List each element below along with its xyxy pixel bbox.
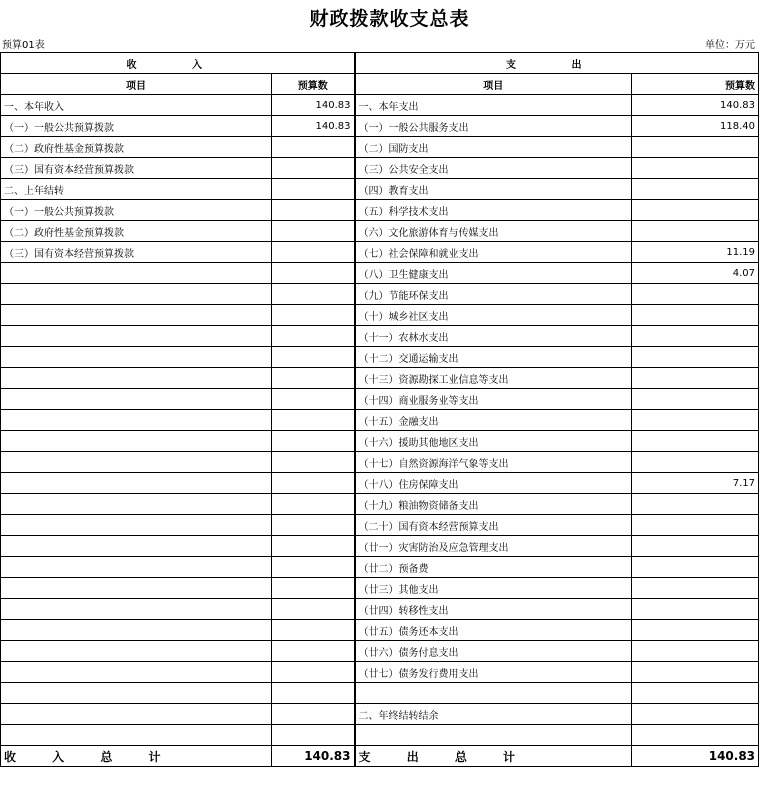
expense-item-cell: （五）科学技术支出: [355, 200, 632, 221]
income-item-cell: [1, 263, 272, 284]
income-item-cell: [1, 557, 272, 578]
income-amount-cell: 140.83: [272, 95, 355, 116]
section-header-row: [1, 53, 759, 74]
expense-item-cell: （廿七）债务发行费用支出: [355, 662, 632, 683]
table-row: [1, 683, 759, 704]
expense-amount-cell: [632, 515, 759, 536]
expense-amount-cell: [632, 683, 759, 704]
totals-row: [1, 746, 759, 767]
income-item-cell: [1, 452, 272, 473]
expense-amount-cell: [632, 599, 759, 620]
table-row: [1, 599, 759, 620]
expense-amount-cell: [632, 578, 759, 599]
income-item-cell: （三）国有资本经营预算拨款: [1, 158, 272, 179]
income-amount-cell: [272, 683, 355, 704]
income-item-cell: （二）政府性基金预算拨款: [1, 221, 272, 242]
table-row: [1, 431, 759, 452]
table-row: [1, 200, 759, 221]
unit-label: 单位：万元: [705, 40, 755, 51]
income-item-cell: [1, 347, 272, 368]
income-amount-cell: [272, 326, 355, 347]
expense-item-cell: （廿二）预备费: [355, 557, 632, 578]
table-row: [1, 620, 759, 641]
income-amount-cell: [272, 284, 355, 305]
income-item-cell: （一）一般公共预算拨款: [1, 200, 272, 221]
expense-amount-cell: 11.19: [632, 242, 759, 263]
income-amount-cell: [272, 389, 355, 410]
expense-item-cell: （廿六）债务付息支出: [355, 641, 632, 662]
income-item-cell: [1, 410, 272, 431]
expense-amount-cell: [632, 326, 759, 347]
expense-item-cell: （廿一）灾害防治及应急管理支出: [355, 536, 632, 557]
income-total-label: 收 入 总 计: [1, 746, 272, 767]
expense-amount-cell: [632, 158, 759, 179]
expense-item-cell: （十）城乡社区支出: [355, 305, 632, 326]
expense-item-cell: （十六）援助其他地区支出: [355, 431, 632, 452]
table-row: [1, 95, 759, 116]
expense-amount-cell: [632, 137, 759, 158]
table-row: [1, 494, 759, 515]
table-number: 预算01表: [2, 40, 45, 51]
expense-amount-cell: [632, 410, 759, 431]
expense-total-label: 支 出 总 计: [355, 746, 632, 767]
income-item-cell: [1, 494, 272, 515]
income-amount-cell: [272, 242, 355, 263]
expense-amount-cell: 140.83: [632, 95, 759, 116]
expense-item-cell: 二、年终结转结余: [355, 704, 632, 725]
expense-item-cell: （二）国防支出: [355, 137, 632, 158]
table-row: [1, 389, 759, 410]
expense-item-cell: （十二）交通运输支出: [355, 347, 632, 368]
income-amount-cell: [272, 179, 355, 200]
income-amount-cell: [272, 368, 355, 389]
budget-table: [0, 52, 759, 767]
expense-amount-header: 预算数: [632, 74, 759, 95]
income-amount-cell: [272, 536, 355, 557]
income-amount-cell: [272, 431, 355, 452]
expense-amount-cell: [632, 725, 759, 746]
table-row: [1, 368, 759, 389]
income-amount-cell: [272, 410, 355, 431]
income-item-cell: [1, 725, 272, 746]
expense-item-cell: （九）节能环保支出: [355, 284, 632, 305]
income-amount-header: 预算数: [272, 74, 355, 95]
table-row: [1, 326, 759, 347]
income-item-cell: （三）国有资本经营预算拨款: [1, 242, 272, 263]
income-item-cell: [1, 284, 272, 305]
income-amount-cell: [272, 263, 355, 284]
income-amount-cell: [272, 221, 355, 242]
expense-item-cell: （十五）金融支出: [355, 410, 632, 431]
income-item-header: 项目: [1, 74, 272, 95]
income-item-cell: [1, 326, 272, 347]
income-item-cell: [1, 641, 272, 662]
income-item-cell: 二、上年结转: [1, 179, 272, 200]
income-amount-cell: [272, 305, 355, 326]
expense-amount-cell: [632, 221, 759, 242]
income-section-title: 收 入: [1, 53, 355, 74]
income-item-cell: [1, 704, 272, 725]
page-title: 财政拨款收支总表: [309, 8, 470, 30]
income-item-cell: （二）政府性基金预算拨款: [1, 137, 272, 158]
expense-amount-cell: [632, 389, 759, 410]
income-item-cell: [1, 662, 272, 683]
expense-total-value: 140.83: [632, 746, 759, 767]
expense-item-cell: （一）一般公共服务支出: [355, 116, 632, 137]
table-row: [1, 263, 759, 284]
income-amount-cell: [272, 557, 355, 578]
expense-section-title: 支 出: [355, 53, 759, 74]
income-item-cell: [1, 683, 272, 704]
expense-amount-cell: 4.07: [632, 263, 759, 284]
expense-item-cell: （二十）国有资本经营预算支出: [355, 515, 632, 536]
expense-amount-cell: [632, 620, 759, 641]
table-row: [1, 515, 759, 536]
income-item-cell: [1, 620, 272, 641]
table-row: [1, 410, 759, 431]
income-amount-cell: [272, 137, 355, 158]
expense-item-cell: （三）公共安全支出: [355, 158, 632, 179]
expense-item-cell: （四）教育支出: [355, 179, 632, 200]
table-row: [1, 116, 759, 137]
income-item-cell: [1, 389, 272, 410]
expense-amount-cell: [632, 179, 759, 200]
expense-item-cell: （廿五）债务还本支出: [355, 620, 632, 641]
income-item-cell: [1, 305, 272, 326]
income-item-cell: 一、本年收入: [1, 95, 272, 116]
income-amount-cell: [272, 347, 355, 368]
income-item-cell: [1, 578, 272, 599]
expense-amount-cell: 118.40: [632, 116, 759, 137]
table-row: [1, 704, 759, 725]
expense-item-cell: [355, 725, 632, 746]
table-row: [1, 473, 759, 494]
income-amount-cell: [272, 620, 355, 641]
expense-amount-cell: [632, 557, 759, 578]
expense-item-header: 项目: [355, 74, 632, 95]
table-row: [1, 725, 759, 746]
expense-item-cell: （七）社会保障和就业支出: [355, 242, 632, 263]
income-amount-cell: [272, 452, 355, 473]
income-amount-cell: 140.83: [272, 116, 355, 137]
income-amount-cell: [272, 473, 355, 494]
expense-amount-cell: [632, 284, 759, 305]
expense-item-cell: （十八）住房保障支出: [355, 473, 632, 494]
expense-item-cell: （十四）商业服务业等支出: [355, 389, 632, 410]
table-row: [1, 347, 759, 368]
income-item-cell: [1, 536, 272, 557]
expense-amount-cell: [632, 452, 759, 473]
table-row: [1, 662, 759, 683]
income-amount-cell: [272, 200, 355, 221]
income-total-value: 140.83: [272, 746, 355, 767]
expense-amount-cell: [632, 305, 759, 326]
table-row: [1, 242, 759, 263]
expense-item-cell: （十三）资源勘探工业信息等支出: [355, 368, 632, 389]
column-header-row: [1, 74, 759, 95]
income-amount-cell: [272, 704, 355, 725]
expense-amount-cell: [632, 494, 759, 515]
income-item-cell: （一）一般公共预算拨款: [1, 116, 272, 137]
table-row: [1, 557, 759, 578]
expense-amount-cell: [632, 662, 759, 683]
expense-item-cell: （十九）粮油物资储备支出: [355, 494, 632, 515]
expense-amount-cell: [632, 431, 759, 452]
expense-item-cell: （六）文化旅游体育与传媒支出: [355, 221, 632, 242]
income-amount-cell: [272, 515, 355, 536]
income-item-cell: [1, 368, 272, 389]
income-amount-cell: [272, 725, 355, 746]
income-item-cell: [1, 599, 272, 620]
expense-amount-cell: [632, 347, 759, 368]
table-row: [1, 305, 759, 326]
expense-item-cell: （八）卫生健康支出: [355, 263, 632, 284]
income-amount-cell: [272, 599, 355, 620]
income-item-cell: [1, 515, 272, 536]
expense-item-cell: 一、本年支出: [355, 95, 632, 116]
income-item-cell: [1, 473, 272, 494]
income-amount-cell: [272, 662, 355, 683]
table-row: [1, 137, 759, 158]
expense-item-cell: [355, 683, 632, 704]
table-row: [1, 179, 759, 200]
table-row: [1, 452, 759, 473]
table-row: [1, 221, 759, 242]
expense-item-cell: （廿三）其他支出: [355, 578, 632, 599]
expense-amount-cell: [632, 200, 759, 221]
expense-item-cell: （廿四）转移性支出: [355, 599, 632, 620]
income-amount-cell: [272, 158, 355, 179]
expense-item-cell: （十七）自然资源海洋气象等支出: [355, 452, 632, 473]
expense-amount-cell: [632, 641, 759, 662]
table-row: [1, 284, 759, 305]
table-row: [1, 536, 759, 557]
expense-amount-cell: 7.17: [632, 473, 759, 494]
income-amount-cell: [272, 578, 355, 599]
expense-item-cell: （十一）农林水支出: [355, 326, 632, 347]
expense-amount-cell: [632, 536, 759, 557]
income-item-cell: [1, 431, 272, 452]
table-row: [1, 578, 759, 599]
income-amount-cell: [272, 494, 355, 515]
expense-amount-cell: [632, 704, 759, 725]
income-amount-cell: [272, 641, 355, 662]
table-row: [1, 158, 759, 179]
table-row: [1, 641, 759, 662]
expense-amount-cell: [632, 368, 759, 389]
